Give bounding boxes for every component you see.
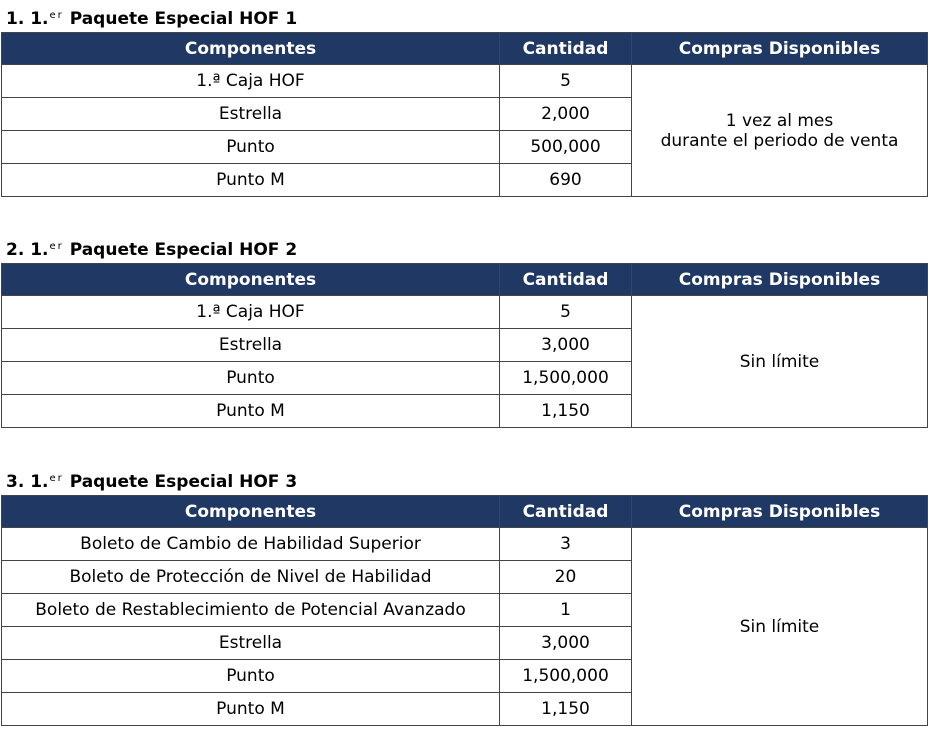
package-title: 2. 1.$^{er}$ Paquete Especial HOF 2 bbox=[6, 240, 298, 260]
package-table-3 bbox=[1, 495, 928, 726]
component-cell: Estrella bbox=[2, 329, 500, 362]
quantity-cell: 5 bbox=[500, 296, 632, 329]
table-header-row bbox=[2, 33, 928, 65]
table-row bbox=[2, 528, 928, 561]
availability-line: Sin límite bbox=[739, 351, 820, 372]
quantity-cell: 1 bbox=[500, 594, 632, 627]
package-table-1 bbox=[1, 32, 928, 197]
quantity-cell: 1,150 bbox=[500, 693, 632, 726]
availability-line: durante el periodo de venta bbox=[660, 130, 899, 151]
quantity-cell: 2,000 bbox=[500, 98, 632, 131]
quantity-cell: 20 bbox=[500, 561, 632, 594]
component-cell: 1.ª Caja HOF bbox=[2, 296, 500, 329]
quantity-cell: 690 bbox=[500, 164, 632, 197]
availability-cell bbox=[632, 528, 928, 726]
component-cell: 1.ª Caja HOF bbox=[2, 65, 500, 98]
package-title: 3. 1.$^{er}$ Paquete Especial HOF 3 bbox=[6, 472, 298, 492]
component-cell: Boleto de Cambio de Habilidad Superior bbox=[2, 528, 500, 561]
component-cell: Punto bbox=[2, 660, 500, 693]
header-components: Componentes bbox=[2, 33, 500, 65]
availability-line: Sin límite bbox=[739, 616, 820, 637]
component-cell: Punto M bbox=[2, 693, 500, 726]
quantity-cell: 3,000 bbox=[500, 329, 632, 362]
quantity-cell: 3 bbox=[500, 528, 632, 561]
quantity-cell: 1,500,000 bbox=[500, 362, 632, 395]
availability-cell bbox=[632, 65, 928, 197]
table-row bbox=[2, 65, 928, 98]
table-header-row bbox=[2, 496, 928, 528]
package-table-2 bbox=[1, 263, 928, 428]
quantity-cell: 1,150 bbox=[500, 395, 632, 428]
header-availability: Compras Disponibles bbox=[632, 33, 928, 65]
component-cell: Boleto de Protección de Nivel de Habilidad bbox=[2, 561, 500, 594]
header-quantity: Cantidad bbox=[500, 496, 632, 528]
quantity-cell: 3,000 bbox=[500, 627, 632, 660]
availability-line: 1 vez al mes bbox=[725, 110, 834, 131]
header-availability: Compras Disponibles bbox=[632, 264, 928, 296]
component-cell: Punto bbox=[2, 362, 500, 395]
quantity-cell: 5 bbox=[500, 65, 632, 98]
package-title: 1. 1.$^{er}$ Paquete Especial HOF 1 bbox=[6, 9, 298, 29]
header-components: Componentes bbox=[2, 496, 500, 528]
quantity-cell: 500,000 bbox=[500, 131, 632, 164]
component-cell: Punto bbox=[2, 131, 500, 164]
header-availability: Compras Disponibles bbox=[632, 496, 928, 528]
component-cell: Estrella bbox=[2, 627, 500, 660]
table-header-row bbox=[2, 264, 928, 296]
component-cell: Punto M bbox=[2, 164, 500, 197]
header-quantity: Cantidad bbox=[500, 264, 632, 296]
quantity-cell: 1,500,000 bbox=[500, 660, 632, 693]
header-components: Componentes bbox=[2, 264, 500, 296]
component-cell: Punto M bbox=[2, 395, 500, 428]
availability-cell bbox=[632, 296, 928, 428]
component-cell: Estrella bbox=[2, 98, 500, 131]
header-quantity: Cantidad bbox=[500, 33, 632, 65]
table-row bbox=[2, 296, 928, 329]
component-cell: Boleto de Restablecimiento de Potencial Avanzado bbox=[2, 594, 500, 627]
